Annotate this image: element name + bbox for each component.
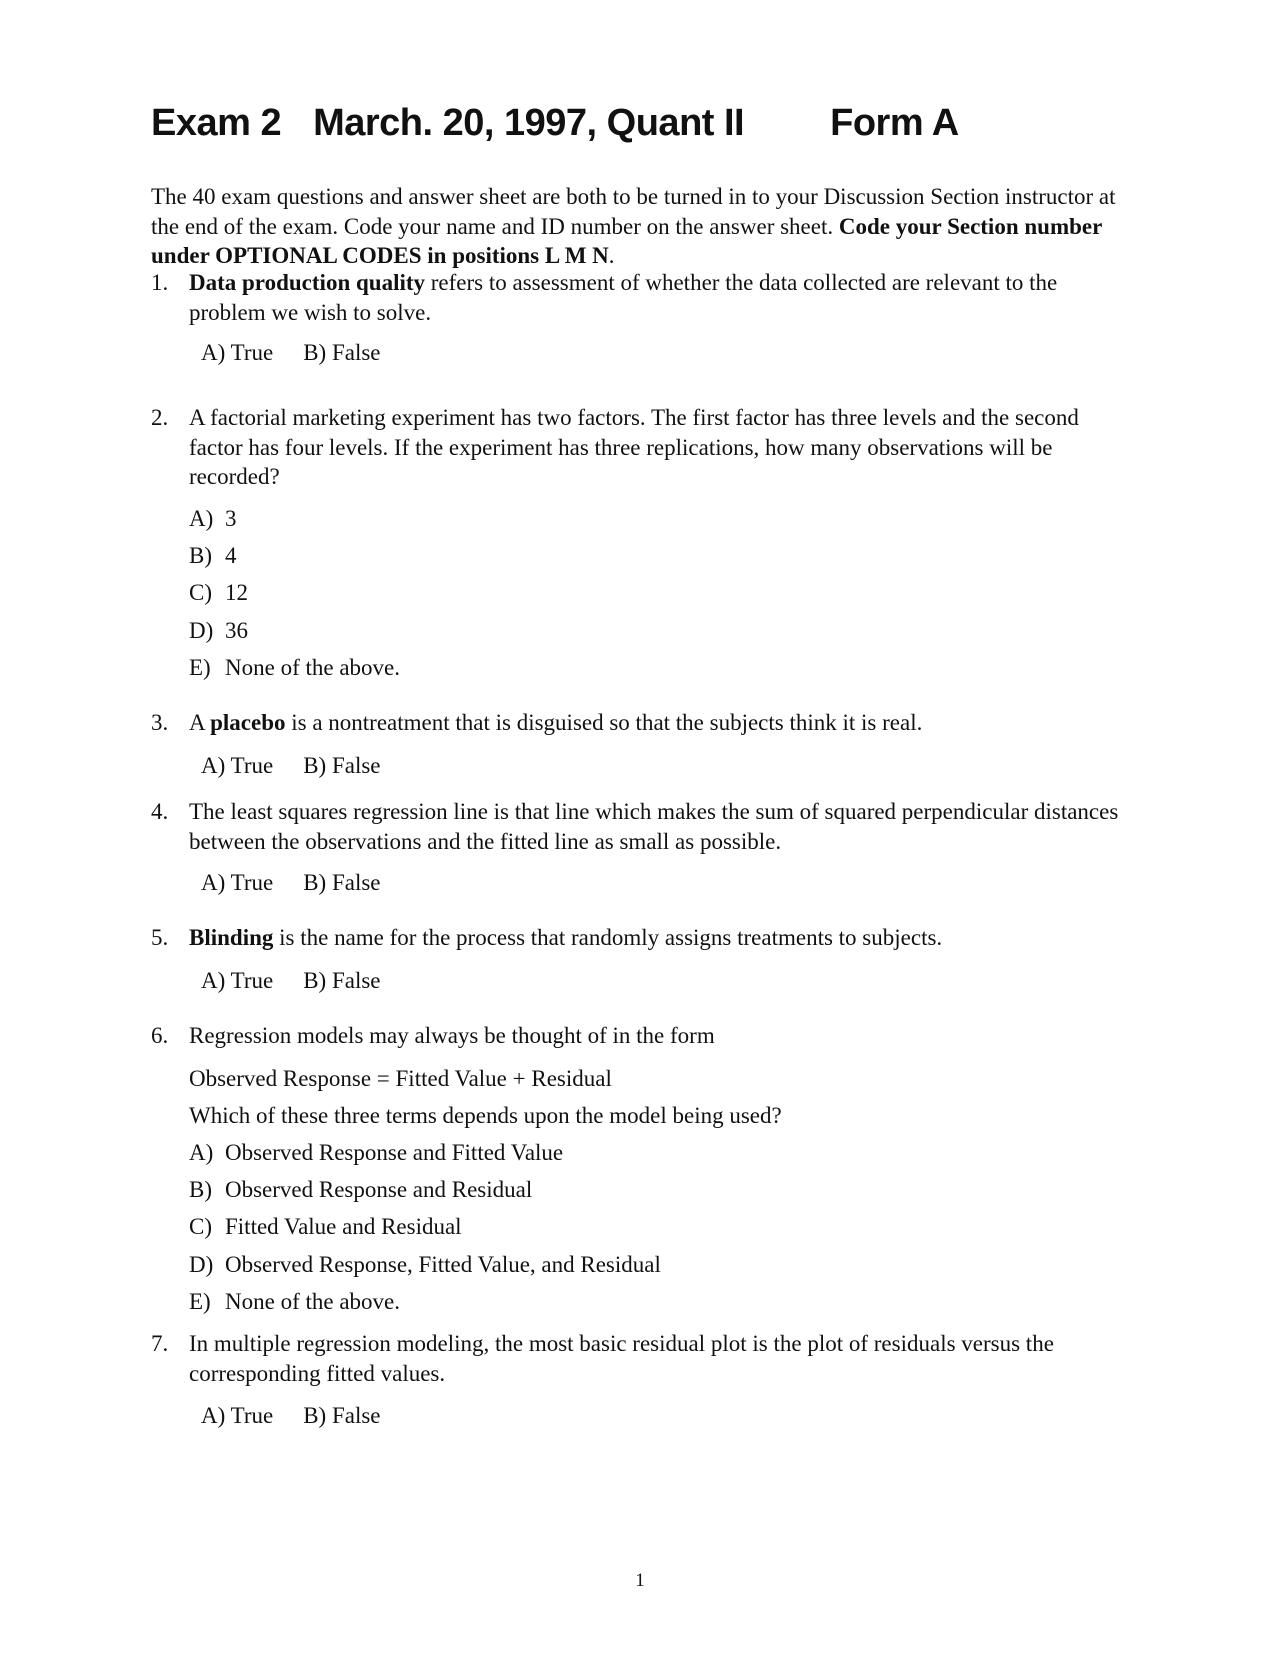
question-pre: A <box>189 710 211 735</box>
question-stem <box>189 708 1131 738</box>
question-term: placebo <box>210 710 286 735</box>
option-true: A) True <box>201 340 274 365</box>
question-6-prompt: Which of these three terms depends upon the model being used? <box>189 1103 782 1128</box>
question-number: 6. <box>151 1023 169 1048</box>
choice-letter: E) <box>189 655 211 680</box>
choice-text: 3 <box>225 506 237 531</box>
question-2 <box>151 403 1131 492</box>
choice-text: None of the above. <box>225 1289 400 1314</box>
choice-e <box>189 653 400 683</box>
question-number: 1. <box>151 270 169 295</box>
exam-form: Form A <box>830 102 959 144</box>
choice-a <box>189 504 237 534</box>
instructions-text: The 40 exam questions and answer sheet are both to be turned in to your Discussion Section instructor at the end of the exam. Code your name and ID number on the answer sheet. <box>151 184 1116 239</box>
choice-text: 4 <box>225 543 237 568</box>
question-text: is a nontreatment that is disguised so that the subjects think it is real. <box>285 710 923 735</box>
choice-letter: D) <box>189 1252 214 1277</box>
question-text: A factorial marketing experiment has two factors. The first factor has three levels and the second factor has four levels. If the experiment has three replications, how many observations will be recorded? <box>189 405 1079 489</box>
question-5-options <box>201 966 381 996</box>
choice-letter: C) <box>189 580 212 605</box>
instructions <box>151 182 1131 271</box>
question-text: In multiple regression modeling, the most basic residual plot is the plot of residuals versus the corresponding fitted values. <box>189 1331 1054 1386</box>
question-number: 2. <box>151 405 169 430</box>
choice-text: 36 <box>225 618 248 643</box>
question-text: is the name for the process that randomly assigns treatments to subjects. <box>273 925 943 950</box>
page-title <box>151 100 959 146</box>
choice-letter: C) <box>189 1214 212 1239</box>
choice-text: Observed Response and Fitted Value <box>225 1140 564 1165</box>
question-7 <box>151 1329 1131 1388</box>
option-false: B) False <box>303 753 381 778</box>
question-6 <box>151 1021 1131 1051</box>
option-false: B) False <box>303 870 381 895</box>
choice-d <box>189 1250 661 1280</box>
option-true: A) True <box>201 968 274 993</box>
question-6-equation: Observed Response = Fitted Value + Residual <box>189 1066 612 1091</box>
option-true: A) True <box>201 753 274 778</box>
exam-title: Exam 2 <box>151 102 282 144</box>
instructions-end: . <box>608 243 615 268</box>
choice-c <box>189 1212 462 1242</box>
question-1 <box>151 268 1131 327</box>
question-text: refers to assessment of whether the data collected are relevant to the problem we wish to solve. <box>189 270 1058 325</box>
question-3 <box>151 708 1131 738</box>
exam-date-course: March. 20, 1997, Quant II <box>313 102 745 144</box>
choice-letter: A) <box>189 1140 214 1165</box>
choice-text: Fitted Value and Residual <box>225 1214 462 1239</box>
choice-text: Observed Response and Residual <box>225 1177 533 1202</box>
choice-c <box>189 578 248 608</box>
choice-letter: E) <box>189 1289 211 1314</box>
question-4 <box>151 797 1131 856</box>
choice-d <box>189 616 248 646</box>
option-false: B) False <box>303 968 381 993</box>
choice-letter: D) <box>189 618 214 643</box>
choice-e <box>189 1287 400 1317</box>
choice-b <box>189 1175 532 1205</box>
question-7-options <box>201 1401 381 1431</box>
question-number: 4. <box>151 799 169 824</box>
option-false: B) False <box>303 1403 381 1428</box>
question-number: 5. <box>151 925 169 950</box>
question-term: Data production quality <box>189 270 426 295</box>
choice-a <box>189 1138 563 1168</box>
choice-text: Observed Response, Fitted Value, and Residual <box>225 1252 661 1277</box>
question-text: Regression models may always be thought of in the form <box>189 1023 715 1048</box>
option-true: A) True <box>201 870 274 895</box>
question-stem <box>189 923 1131 953</box>
option-false: B) False <box>303 340 381 365</box>
page-number: 1 <box>635 1570 645 1591</box>
question-3-options <box>201 751 381 781</box>
choice-b <box>189 541 237 571</box>
question-number: 3. <box>151 710 169 735</box>
question-term: Blinding <box>189 925 274 950</box>
choice-letter: B) <box>189 1177 212 1202</box>
choice-text: None of the above. <box>225 655 400 680</box>
question-5 <box>151 923 1131 953</box>
question-4-options <box>201 868 381 898</box>
choice-letter: A) <box>189 506 214 531</box>
option-true: A) True <box>201 1403 274 1428</box>
question-1-options <box>201 338 381 368</box>
choice-letter: B) <box>189 543 212 568</box>
choice-text: 12 <box>225 580 248 605</box>
question-number: 7. <box>151 1331 169 1356</box>
question-text: The least squares regression line is that line which makes the sum of squared perpendicular distances between the observations and the fitted line as small as possible. <box>189 799 1119 854</box>
instructions-bold: Code your Section number under OPTIONAL CODES in positions L M N <box>151 213 1102 268</box>
question-stem <box>189 268 1131 327</box>
